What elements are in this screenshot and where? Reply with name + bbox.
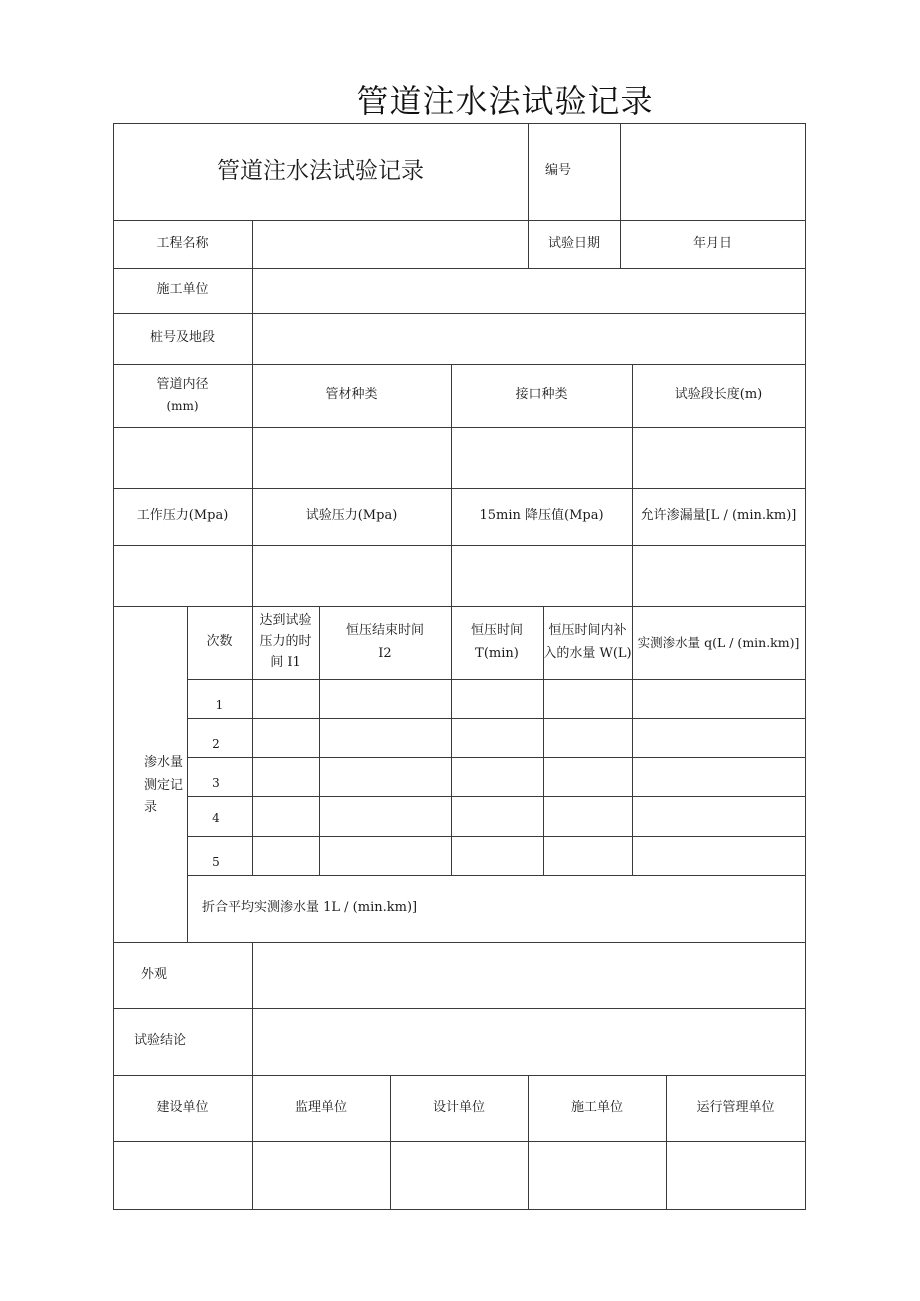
row-number: 3	[212, 776, 220, 790]
col-t2-line-1: 恒压结束时间	[345, 622, 424, 638]
leakage-label-line-2: 测定记	[144, 777, 184, 793]
col-t1-line-2: 压力的时	[259, 634, 312, 650]
pressure-drop-field[interactable]	[451, 545, 632, 606]
test-pressure-label: 试验压力(Mpa)	[305, 508, 398, 524]
col-measured-header: 实测渗水量 q(L / (min.km)]	[637, 634, 800, 650]
leakage-label-line-1: 渗水量	[144, 754, 184, 770]
test-date-field[interactable]: 年月日	[692, 235, 732, 251]
pressure-drop-label: 15min 降压值(Mpa)	[479, 508, 604, 524]
leakage-section-label	[113, 606, 187, 942]
col-time-header	[451, 606, 543, 679]
construction-unit-field[interactable]	[252, 268, 805, 313]
number-label: 编号	[544, 163, 571, 179]
pile-section-field[interactable]	[252, 313, 805, 364]
project-name-label: 工程名称	[156, 235, 209, 251]
inner-diameter-text: 管道内径	[156, 376, 209, 392]
col-t1-line-3: 间 I1	[270, 654, 301, 670]
row-number: 5	[212, 855, 220, 869]
construction-unit-label: 施工单位	[156, 282, 209, 298]
col-water-header	[543, 606, 632, 679]
pipe-material-label: 管材种类	[325, 387, 378, 403]
average-leakage-label: 折合平均实测渗水量 1L / (min.km)]	[202, 900, 418, 916]
number-field[interactable]	[620, 123, 805, 220]
test-pressure-field[interactable]	[252, 545, 451, 606]
construction-unit-sign-label: 施工单位	[570, 1099, 623, 1115]
working-pressure-label: 工作压力(Mpa)	[136, 508, 229, 524]
allowed-leakage-label: 允许渗漏量[L / (min.km)]	[640, 508, 797, 524]
col-water-line-2: 入的水量 W(L)	[543, 645, 632, 661]
appearance-label: 外观	[141, 966, 168, 982]
table-cell[interactable]	[632, 679, 805, 718]
supervisor-unit-label: 监理单位	[294, 1099, 347, 1115]
col-t1-header	[252, 606, 319, 679]
form-title: 管道注水法试验记录	[217, 158, 424, 185]
operator-unit-label: 运行管理单位	[696, 1099, 775, 1115]
inner-diameter-unit: (mm)	[166, 399, 199, 414]
owner-signature-field[interactable]	[113, 1141, 252, 1209]
joint-type-field[interactable]	[451, 427, 632, 488]
working-pressure-field[interactable]	[113, 545, 252, 606]
row-number: 4	[212, 811, 220, 825]
table-cell[interactable]	[451, 679, 543, 718]
owner-unit-label: 建设单位	[156, 1099, 209, 1115]
appearance-field[interactable]	[252, 942, 805, 1008]
table-cell[interactable]	[252, 679, 319, 718]
col-t2-line-2: I2	[378, 645, 392, 661]
table-cell[interactable]	[319, 679, 451, 718]
col-time-line-2: T(min)	[475, 645, 519, 661]
conclusion-label: 试验结论	[134, 1033, 187, 1049]
table-cell[interactable]	[543, 679, 632, 718]
inner-diameter-field[interactable]	[113, 427, 252, 488]
pipe-material-field[interactable]	[252, 427, 451, 488]
project-name-field[interactable]	[252, 220, 528, 268]
conclusion-field[interactable]	[252, 1008, 805, 1075]
supervisor-signature-field[interactable]	[252, 1141, 390, 1209]
allowed-leakage-field[interactable]	[632, 545, 805, 606]
designer-signature-field[interactable]	[390, 1141, 528, 1209]
joint-type-label: 接口种类	[515, 387, 568, 403]
operator-signature-field[interactable]	[666, 1141, 805, 1209]
inner-diameter-label	[113, 364, 252, 427]
leakage-label-line-3: 录	[144, 800, 158, 816]
col-t1-line-1: 达到试验	[259, 613, 312, 629]
test-date-label: 试验日期	[547, 235, 600, 251]
test-length-field[interactable]	[632, 427, 805, 488]
test-length-label: 试验段长度(m)	[674, 387, 763, 403]
pile-section-label: 桩号及地段	[149, 330, 215, 346]
design-unit-label: 设计单位	[432, 1099, 485, 1115]
contractor-signature-field[interactable]	[528, 1141, 666, 1209]
col-t2-header	[319, 606, 451, 679]
row-number: 2	[212, 737, 220, 751]
col-count-header: 次数	[206, 634, 233, 650]
page-title: 管道注水法试验记录	[356, 82, 654, 120]
col-time-line-1: 恒压时间	[470, 622, 523, 638]
col-water-line-1: 恒压时间内补	[548, 622, 627, 638]
row-number: 1	[215, 698, 224, 712]
